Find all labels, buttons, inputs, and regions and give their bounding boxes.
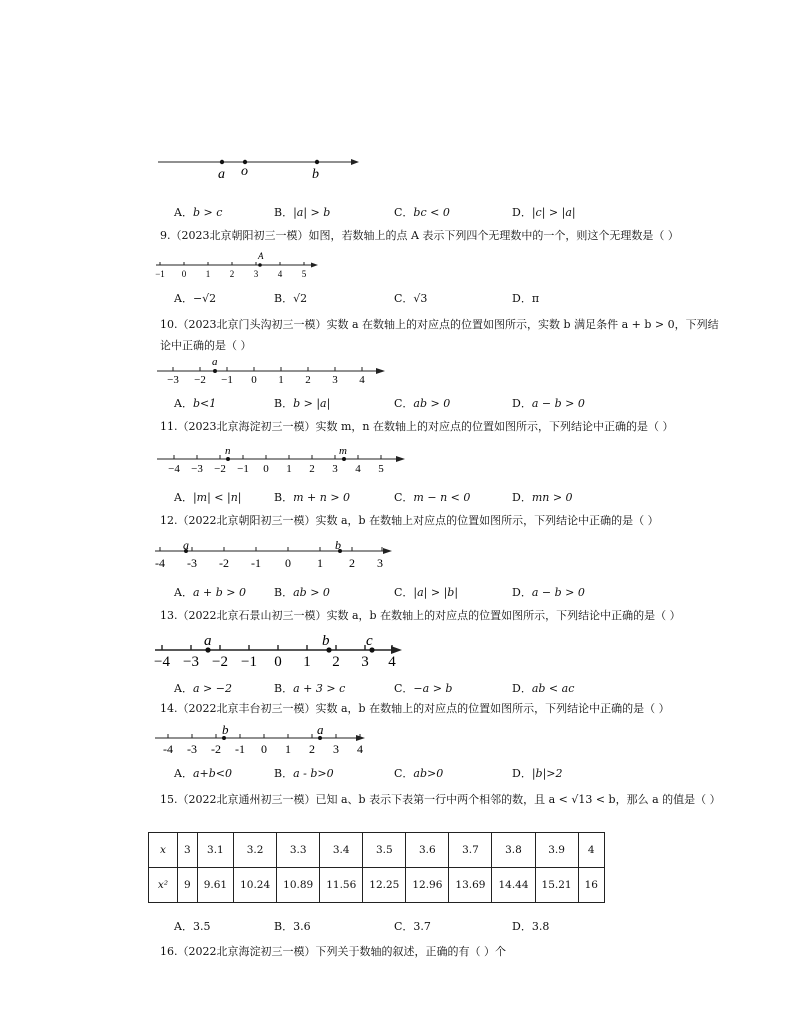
table-cell: 12.25 <box>363 868 406 903</box>
q14-tick: -4 <box>163 742 173 756</box>
q14-tick: 3 <box>333 742 339 756</box>
q12-point-label-b: b <box>335 538 341 552</box>
q14-number-line <box>152 722 372 758</box>
q10-text: 10.（2023北京门头沟初三一模）实数 a 在数轴上的对应点的位置如图所示，实数 b 满足条件 a + b > 0，下列结论中正确的是（ ） <box>160 318 719 352</box>
q8-option-c: C．bc < 0 <box>394 206 450 219</box>
q13-tick: 3 <box>361 654 369 670</box>
table-cell: 4 <box>578 833 604 868</box>
table-cell: 3 <box>178 833 198 868</box>
table-cell: 16 <box>578 868 604 903</box>
table-row <box>149 833 605 868</box>
q10-tick: −1 <box>221 374 233 386</box>
table-cell: 3.3 <box>277 833 320 868</box>
q11-tick: −1 <box>237 463 249 475</box>
q15-option-c: C．3.7 <box>394 920 431 933</box>
q14-text: 14.（2022北京丰台初三一模）实数 a，b 在数轴上的对应点的位置如图所示，下列结论中正确的是（ ） <box>160 702 670 715</box>
table-cell: 3.9 <box>535 833 578 868</box>
q11-tick: −4 <box>168 463 180 475</box>
table-cell: 3.7 <box>449 833 492 868</box>
table-cell: 9 <box>178 868 198 903</box>
q10-tick: 4 <box>359 374 365 386</box>
table-cell: 3.2 <box>234 833 277 868</box>
q12-option-d: D．a − b > 0 <box>512 586 585 599</box>
q12-tick: -4 <box>155 556 165 570</box>
q12-tick: -1 <box>251 556 261 570</box>
table-cell: 15.21 <box>535 868 578 903</box>
table-cell: 10.24 <box>234 868 277 903</box>
q11-number-line <box>155 444 410 476</box>
q9-tick: 0 <box>181 269 187 279</box>
q11-point-label-n: n <box>225 445 231 457</box>
q11-tick: −2 <box>214 463 226 475</box>
q11-tick: 3 <box>332 463 338 475</box>
q13-tick: −3 <box>183 654 199 670</box>
q13-tick: 2 <box>332 654 340 670</box>
q13-point-label-a: a <box>204 633 212 649</box>
q15-option-a: A．3.5 <box>174 920 211 933</box>
q16-text: 16.（2022北京海淀初三一模）下列关于数轴的叙述，正确的有（ ）个 <box>160 945 506 958</box>
axis-label-b: b <box>312 167 319 182</box>
table-cell: 3.1 <box>197 833 233 868</box>
table-cell: 9.61 <box>197 868 233 903</box>
q13-tick: 0 <box>274 654 282 670</box>
q9-tick: 5 <box>301 269 307 279</box>
table-cell: 3.4 <box>320 833 363 868</box>
q14-tick: 0 <box>261 742 267 756</box>
q9-number-line <box>152 248 322 280</box>
table-cell: 13.69 <box>449 868 492 903</box>
table-cell: 12.96 <box>406 868 449 903</box>
q9-text: 9.（2023北京朝阳初三一模）如图，若数轴上的点 A 表示下列四个无理数中的一个，则这个无理数是（ ） <box>160 229 679 242</box>
table-cell: 14.44 <box>492 868 535 903</box>
q11-option-a: A．|m| < |n| <box>174 491 242 504</box>
table-cell: 11.56 <box>320 868 363 903</box>
q10-tick: −3 <box>167 374 179 386</box>
q9-tick: 1 <box>205 269 211 279</box>
table-cell-head: x² <box>149 868 178 903</box>
q9-option-c: C．√3 <box>394 292 428 305</box>
q11-option-c: C．m − n < 0 <box>394 491 471 504</box>
q14-point-label-b: b <box>222 722 229 737</box>
q13-tick: 4 <box>388 654 396 670</box>
q12-option-c: C．|a| > |b| <box>394 586 459 599</box>
q10-option-c: C．ab > 0 <box>394 397 451 410</box>
q11-tick: 5 <box>378 463 384 475</box>
q15-option-d: D．3.8 <box>512 920 550 933</box>
q9-point-label: A <box>258 251 264 261</box>
q9-tick: 3 <box>253 269 259 279</box>
q10-point-label: a <box>212 356 218 368</box>
table-cell: 3.8 <box>492 833 535 868</box>
q10-option-a: A．b<1 <box>174 397 217 410</box>
q14-option-c: C．ab>0 <box>394 767 444 780</box>
q9-tick: 4 <box>277 269 283 279</box>
q9-tick: −1 <box>155 269 165 279</box>
q13-option-a: A．a > −2 <box>174 682 232 695</box>
q10-tick: −2 <box>194 374 206 386</box>
q12-tick: 1 <box>317 556 323 570</box>
q14-tick: 4 <box>357 742 363 756</box>
q11-tick: 0 <box>263 463 269 475</box>
q11-text: 11.（2023北京海淀初三一模）实数 m，n 在数轴上的对应点的位置如图所示，下列结论中正确的是（ ） <box>160 420 674 433</box>
q14-tick: -3 <box>187 742 197 756</box>
q9-tick: 2 <box>229 269 235 279</box>
q12-text: 12.（2022北京朝阳初三一模）实数 a，b 在数轴上对应点的位置如图所示，下列结论中正确的是（ ） <box>160 514 659 527</box>
q13-tick: −1 <box>241 654 257 670</box>
q13-tick: −4 <box>154 654 170 670</box>
q14-tick: 2 <box>309 742 315 756</box>
q8-option-a: A．b > c <box>174 206 223 219</box>
q14-tick: -2 <box>211 742 221 756</box>
q12-number-line <box>152 538 397 572</box>
q12-tick: 0 <box>285 556 291 570</box>
q13-number-line <box>152 630 412 670</box>
q15-table <box>148 832 605 903</box>
q10-tick: 0 <box>251 374 257 386</box>
q11-tick: 1 <box>286 463 292 475</box>
q12-option-b: B．ab > 0 <box>274 586 330 599</box>
q13-point-label-b: b <box>322 633 330 649</box>
q10-tick: 1 <box>278 374 284 386</box>
q12-tick: -2 <box>219 556 229 570</box>
q11-tick: 2 <box>309 463 315 475</box>
q11-point-label-m: m <box>339 445 347 457</box>
q14-tick: 1 <box>285 742 291 756</box>
q8-number-line <box>155 150 365 184</box>
q15-option-b: B．3.6 <box>274 920 311 933</box>
q9-option-b: B．√2 <box>274 292 308 305</box>
q12-option-a: A．a + b > 0 <box>174 586 246 599</box>
q13-tick: 1 <box>303 654 311 670</box>
q12-tick: 3 <box>377 556 383 570</box>
q9-option-a: A．−√2 <box>174 292 217 305</box>
q14-tick: -1 <box>235 742 245 756</box>
q8-option-d: D．|c| > |a| <box>512 206 576 219</box>
q13-tick: −2 <box>212 654 228 670</box>
q13-option-c: C．−a > b <box>394 682 453 695</box>
table-cell: 10.89 <box>277 868 320 903</box>
q13-option-d: D．ab < ac <box>512 682 575 695</box>
q11-option-b: B．m + n > 0 <box>274 491 351 504</box>
axis-label-a: a <box>218 167 225 182</box>
q14-option-b: B．a - b>0 <box>274 767 334 780</box>
q10-tick: 3 <box>332 374 338 386</box>
q9-option-d: D．π <box>512 292 540 305</box>
q10-number-line <box>155 356 390 386</box>
q11-option-d: D．mn > 0 <box>512 491 573 504</box>
q12-tick: 2 <box>349 556 355 570</box>
q11-tick: −3 <box>191 463 203 475</box>
q13-text: 13.（2022北京石景山初三一模）实数 a，b 在数轴上的对应点的位置如图所示，下列结论中正确的是（ ） <box>160 609 681 622</box>
q14-point-label-a: a <box>317 722 324 737</box>
table-cell: 3.5 <box>363 833 406 868</box>
q14-option-a: A．a+b<0 <box>174 767 232 780</box>
q10-option-d: D．a − b > 0 <box>512 397 585 410</box>
q12-point-label-a: a <box>183 538 189 552</box>
q13-option-b: B．a + 3 > c <box>274 682 346 695</box>
table-cell-head: x <box>149 833 178 868</box>
table-row <box>149 868 605 903</box>
q15-text: 15.（2022北京通州初三一模）已知 a、b 表示下表第一行中两个相邻的数，且 a < √13 < b，那么 a 的值是（ ） <box>160 793 721 806</box>
q11-tick: 4 <box>355 463 361 475</box>
q13-point-label-c: c <box>366 633 373 649</box>
table-cell: 3.6 <box>406 833 449 868</box>
axis-label-o: o <box>241 164 248 179</box>
q12-tick: -3 <box>187 556 197 570</box>
q10-option-b: B．b > |a| <box>274 397 331 410</box>
q14-option-d: D．|b|>2 <box>512 767 563 780</box>
q8-option-b: B．|a| > b <box>274 206 331 219</box>
q10-tick: 2 <box>305 374 311 386</box>
